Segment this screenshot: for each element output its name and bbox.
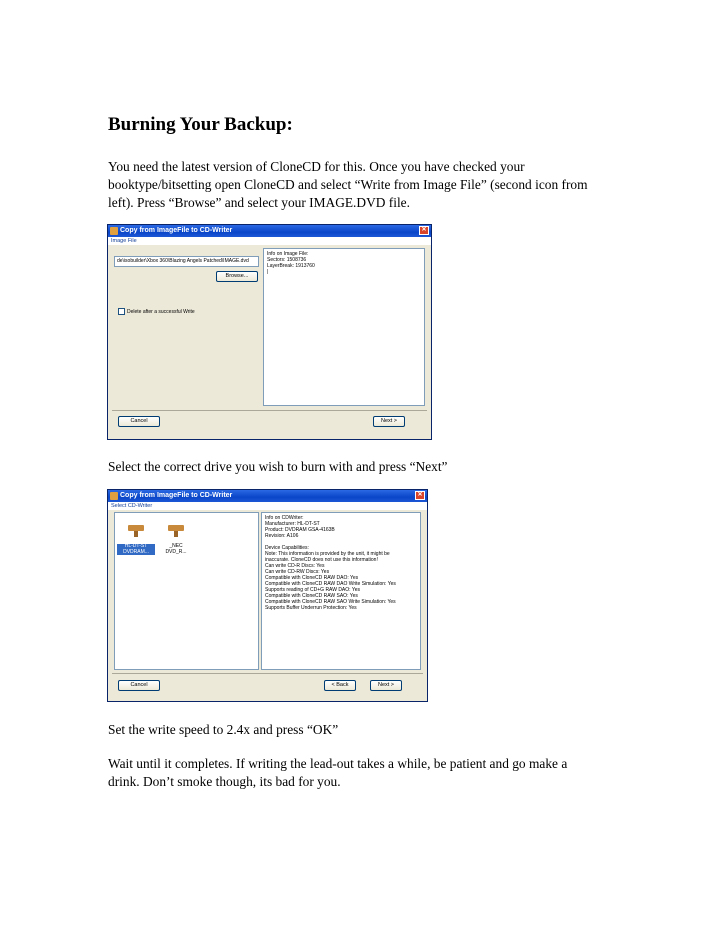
drive-list[interactable] <box>114 512 259 670</box>
select-drive-paragraph: Select the correct drive you wish to burn with and press “Next” <box>108 459 448 474</box>
clonecd-app-icon <box>110 492 118 500</box>
clonecd-app-icon <box>110 227 118 235</box>
intro-paragraph: You need the latest version of CloneCD for this. Once you have checked your booktype/bitsetting open CloneCD and select “Write from Image File” (second icon from left). Press “Browse” and select your IMAGE.DVD file. <box>108 159 588 210</box>
checkbox-label: Delete after a successful Write <box>127 308 195 315</box>
write-speed-paragraph: Set the write speed to 2.4x and press “OK” <box>108 722 339 737</box>
dialog-title: Copy from ImageFile to CD-Writer <box>120 492 233 499</box>
cd-writer-icon <box>128 523 144 537</box>
close-icon[interactable]: ✕ <box>415 491 425 500</box>
delete-after-write-checkbox[interactable] <box>118 308 195 316</box>
cancel-button[interactable]: Cancel <box>118 680 160 691</box>
image-path-field[interactable]: de\isobuilder\Xbox 360\Blazing Angels Patched\IMAGE.dvd <box>114 256 259 267</box>
cd-writer-icon <box>168 523 184 537</box>
wait-paragraph: Wait until it completes. If writing the lead-out takes a while, be patient and go make a drink. Don’t smoke though, its bad for you. <box>108 756 568 789</box>
writer-info-box: Info on CDWriter: Manufacturer: HL-DT-ST Product: DVDRAM GSA-4163B Revision: A106 Device Capabilities: Note: This information is provided by the unit, it might be inaccurate. CloneCD does not use this information! Can write CD-R Discs: Yes Can write CD-RW Discs: Yes Compatible with CloneCD RAW DAO: Yes Compatible with CloneCD RAW DAO Write Simulation: Yes Supports reading of CD+G RAW DAO: Yes Compatible with CloneCD RAW SAO: Yes Compatible with CloneCD RAW SAO Write Simulation: Yes Supports Buffer Underrun Protection: Yes <box>261 512 421 670</box>
separator <box>112 673 423 674</box>
section-label: Select CD-Writer <box>108 502 427 510</box>
dialog-title: Copy from ImageFile to CD-Writer <box>120 227 233 234</box>
section-label: Image File <box>108 237 431 245</box>
separator <box>112 410 427 411</box>
close-icon[interactable]: ✕ <box>419 226 429 235</box>
drive-label: HL-DT-ST DVDRAM... <box>117 544 155 555</box>
back-button[interactable]: < Back <box>324 680 356 691</box>
select-writer-dialog <box>107 489 428 702</box>
dialog-titlebar <box>108 225 431 237</box>
next-button[interactable]: Next > <box>370 680 402 691</box>
page-heading: Burning Your Backup: <box>108 114 293 135</box>
drive-item-nec[interactable] <box>157 517 195 561</box>
drive-label: _NEC DVD_R... <box>165 543 187 555</box>
write-image-dialog <box>107 224 432 440</box>
dialog-titlebar <box>108 490 427 502</box>
next-button[interactable]: Next > <box>373 416 405 427</box>
image-info-box: Info on Image File: Sectors: 1508736 LayerBreak: 1913760 | <box>263 248 425 406</box>
cancel-button[interactable]: Cancel <box>118 416 160 427</box>
browse-button[interactable]: Browse... <box>216 271 258 282</box>
checkbox-box[interactable] <box>118 308 125 315</box>
drive-item-hl-dt-st[interactable] <box>117 517 155 561</box>
